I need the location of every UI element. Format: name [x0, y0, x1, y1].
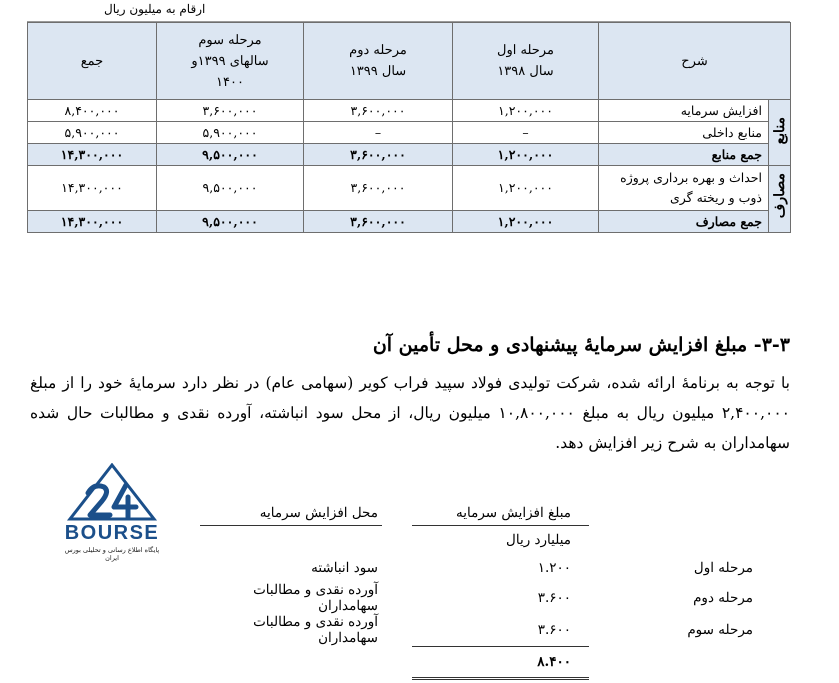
header-description: شرح — [599, 23, 791, 100]
stage-amount: ۳.۶۰۰ — [537, 590, 571, 606]
cell-stage-2: – — [304, 122, 453, 144]
group-label-uses-text: مصارف — [771, 173, 788, 219]
cell-stage-2: ۳,۶۰۰,۰۰۰ — [304, 166, 453, 211]
header-source: محل افزایش سرمایه — [200, 491, 382, 526]
header-stage-2-year: سال ۱۳۹۹ — [349, 64, 407, 79]
row-description: جمع مصارف — [599, 211, 769, 233]
cell-stage-3: ۹,۵۰۰,۰۰۰ — [157, 144, 304, 166]
section-paragraph: با توجه به برنامۀ ارائه شده، شرکت تولیدی فولاد سپید فراب کویر (سهامی عام) در نظر دارد سرمایۀ خود را از مبلغ ۲,۴۰۰,۰۰۰ میلیون ریال به مبلغ ۱۰,۸۰۰,۰۰۰ میلیون ریال، از محل سود انباشته، آورده نقدی و مطالبات حال شده سهامداران به شرح زیر افزایش دهد. — [30, 374, 790, 452]
table-row — [28, 166, 791, 211]
cell-stage-3: ۹,۵۰۰,۰۰۰ — [157, 166, 304, 211]
cell-stage-3: ۳,۶۰۰,۰۰۰ — [157, 100, 304, 122]
cell-stage-1: ۱,۲۰۰,۰۰۰ — [453, 144, 599, 166]
header-stage-1-title: مرحله اول — [497, 43, 554, 58]
stage-label: مرحله اول — [693, 560, 753, 576]
cell-stage-2: ۳,۶۰۰,۰۰۰ — [304, 211, 453, 233]
unit-row-source-empty — [200, 526, 382, 555]
total-row-source-empty — [200, 646, 382, 678]
financing-table — [27, 22, 791, 233]
cell-stage-2: ۳,۶۰۰,۰۰۰ — [304, 100, 453, 122]
table-row-total-sources — [28, 144, 791, 166]
cell-stage-3: ۵,۹۰۰,۰۰۰ — [157, 122, 304, 144]
stage-source: سود انباشته — [311, 560, 378, 576]
header-stage-2-title: مرحله دوم — [349, 43, 407, 58]
table-row — [200, 582, 757, 614]
row-gap — [382, 582, 412, 614]
table-row — [200, 614, 757, 646]
cell-total: ۸,۴۰۰,۰۰۰ — [28, 100, 157, 122]
total-row-gap — [382, 646, 412, 678]
header-stage-2 — [304, 23, 453, 100]
group-label-sources-text: منابع — [771, 116, 788, 145]
stage-label: مرحله سوم — [687, 622, 753, 638]
header-stage-1-year: سال ۱۳۹۸ — [497, 64, 554, 79]
group-label-uses — [769, 166, 791, 233]
row-description: احداث و بهره برداری پروژه ذوب و ریخته گری — [599, 166, 769, 211]
cell-total: ۱۴,۳۰۰,۰۰۰ — [28, 144, 157, 166]
cell-total: ۱۴,۳۰۰,۰۰۰ — [28, 166, 157, 211]
header-stage-empty — [589, 491, 757, 526]
unit-label: میلیارد ریال — [506, 532, 571, 548]
cell-stage-1: ۱,۲۰۰,۰۰۰ — [453, 166, 599, 211]
logo-wordmark: BOURSE — [64, 522, 160, 544]
capital-total: ۸.۴۰۰ — [412, 646, 589, 678]
financing-table-header — [28, 23, 791, 100]
stage-label: مرحله دوم — [693, 590, 753, 606]
row-gap — [382, 554, 412, 582]
stage-amount: ۱.۲۰۰ — [537, 560, 571, 576]
header-amount: مبلغ افزایش سرمایه — [412, 491, 589, 526]
header-stage-1 — [453, 23, 599, 100]
logo-mark-icon — [66, 463, 158, 521]
header-gap — [382, 491, 412, 526]
cell-total: ۵,۹۰۰,۰۰۰ — [28, 122, 157, 144]
stage-source: آورده نقدی و مطالبات سهامداران — [253, 614, 378, 646]
bourse24-logo — [58, 463, 166, 562]
cell-stage-1: – — [453, 122, 599, 144]
row-description: منابع داخلی — [599, 122, 769, 144]
cell-stage-2: ۳,۶۰۰,۰۰۰ — [304, 144, 453, 166]
table-row — [200, 554, 757, 582]
stage-amount: ۳.۶۰۰ — [537, 621, 571, 638]
logo-subtitle: پایگاه اطلاع رسانی و تحلیلی بورس ایران — [64, 546, 160, 562]
cell-stage-3: ۹,۵۰۰,۰۰۰ — [157, 211, 304, 233]
row-gap — [382, 614, 412, 646]
total-row-stage-empty — [589, 646, 757, 678]
unit-row-gap — [382, 526, 412, 555]
row-description: جمع منابع — [599, 144, 769, 166]
section-heading: ۳-۳- مبلغ افزایش سرمایۀ پیشنهادی و محل تأمین آن — [372, 334, 790, 356]
header-total: جمع — [28, 23, 157, 100]
capital-table-unit-row — [200, 526, 757, 555]
table-row — [28, 122, 791, 144]
header-stage-3-year-end: ۱۴۰۰ — [216, 74, 244, 90]
cell-stage-1: ۱,۲۰۰,۰۰۰ — [453, 100, 599, 122]
header-stage-3-years: سالهای ۱۳۹۹و — [191, 53, 269, 69]
cell-stage-1: ۱,۲۰۰,۰۰۰ — [453, 211, 599, 233]
table-row-total-uses — [28, 211, 791, 233]
unit-note: ارقام به میلیون ریال — [104, 2, 206, 16]
cell-total: ۱۴,۳۰۰,۰۰۰ — [28, 211, 157, 233]
capital-table-header — [200, 491, 757, 526]
header-stage-3 — [157, 23, 304, 100]
capital-increase-table — [200, 491, 757, 680]
header-stage-3-title: مرحله سوم — [198, 32, 262, 48]
table-row — [28, 100, 791, 122]
row-description: افزایش سرمایه — [599, 100, 769, 122]
stage-source: آورده نقدی و مطالبات سهامداران — [253, 582, 378, 614]
capital-table-total-row — [200, 646, 757, 678]
unit-row-stage-empty — [589, 526, 757, 555]
group-label-sources — [769, 100, 791, 166]
